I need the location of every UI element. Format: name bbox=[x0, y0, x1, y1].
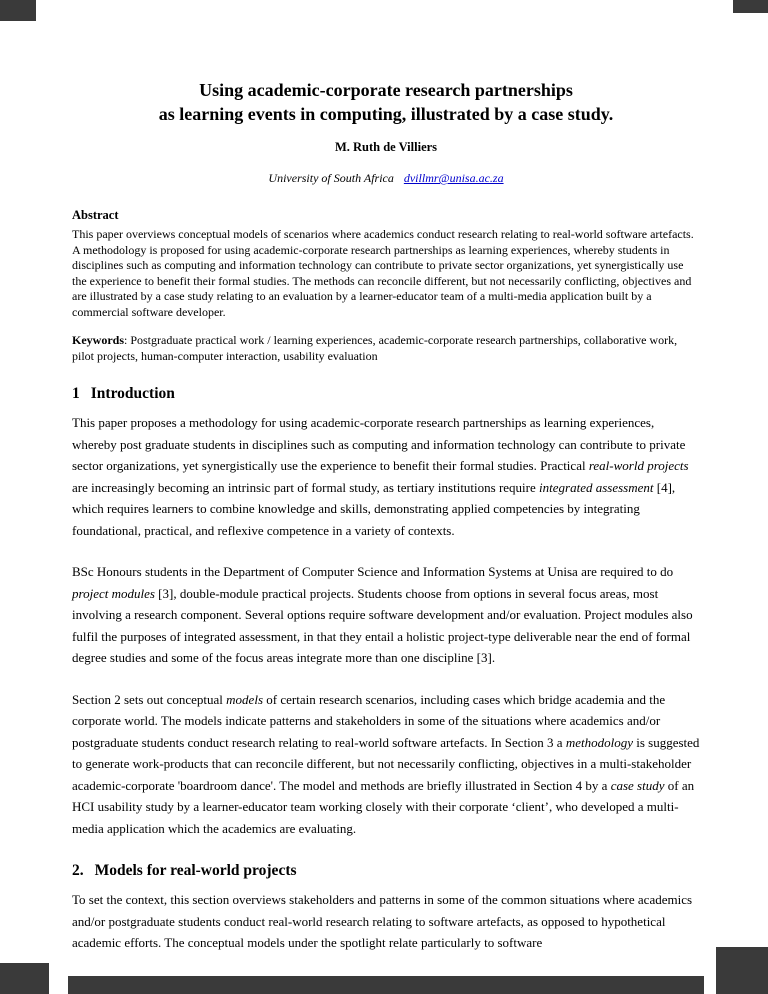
section-1-heading bbox=[72, 384, 700, 404]
section-1-paragraph-3: Section 2 sets out conceptual models of certain research scenarios, including cases which bridge academia and the corporate world. The models indicate patterns and stakeholders in some of the situations where academics and/or postgraduate students conduct research relating to real-world software artefacts. In Section 3 a methodology is suggested to generate work-products that can reconcile different, but not necessarily conflicting, objectives in a multi-stakeholder academic-corporate 'boardroom dance'. The model and methods are briefly illustrated in Section 4 by a case study of an HCI usability study by a learner-educator team working closely with their corporate ‘client’, who developed a multi-media application which the academics are evaluating. bbox=[72, 691, 700, 836]
abstract-text: This paper overviews conceptual models of scenarios where academics conduct research relating to real-world software artefacts. A methodology is proposed for using academic-corporate research partnerships as learning experiences, whereby students in disciplines such as computing and information technology can contribute to private sector organizations, yet synergistically use the experience to benefit their formal studies. The methods can reconcile different, but not necessarily conflicting, objectives and are illustrated by a case study relating to an evaluation by a learner-educator team of a multi-media application built by a commercial software developer. bbox=[72, 227, 694, 319]
email-link[interactable]: dvillmr@unisa.ac.za bbox=[403, 171, 504, 185]
scan-artifact-bottom-left bbox=[0, 963, 49, 994]
section-2-paragraph-1: To set the context, this section overviews stakeholders and patterns in some of the common situations where academics and/or postgraduate students conduct real-world research relating to software artefacts, as opposed to hypothetical academic efforts. The conceptual models under the spotlight relate particularly to software bbox=[72, 892, 693, 950]
section-2-number: 2. bbox=[72, 862, 84, 879]
scan-artifact-top-left bbox=[0, 0, 36, 21]
section-1-paragraph-1: This paper proposes a methodology for using academic-corporate research partnerships as learning experiences, whereby post graduate students in disciplines such as computing and information technology can contribute to private sector organizations, yet synergistically use the experience to benefit their formal studies. Practical real-world projects are increasingly becoming an intrinsic part of formal study, as tertiary institutions require integrated assessment [4], which requires learners to combine knowledge and skills, demonstrating applied competencies by integrating foundational, practical, and reflexive competence in a variety of contexts. bbox=[72, 415, 689, 538]
author-name: M. Ruth de Villiers bbox=[334, 140, 438, 154]
page-content bbox=[72, 0, 700, 954]
affiliation-text: University of South Africa bbox=[268, 171, 394, 185]
paper-title-line1: Using academic-corporate research partnerships bbox=[199, 80, 573, 100]
keywords-text: : Postgraduate practical work / learning experiences, academic-corporate research partnerships, collaborative work, pilot projects, human-computer interaction, usability evaluation bbox=[72, 333, 678, 363]
affiliation-line bbox=[72, 171, 700, 186]
paper-title bbox=[72, 78, 700, 126]
scan-artifact-bottom-right bbox=[716, 947, 768, 994]
keywords-label: Keywords bbox=[72, 333, 124, 347]
scan-artifact-bottom-strip bbox=[68, 976, 704, 994]
section-2-title: Models for real-world projects bbox=[94, 862, 297, 879]
abstract-heading: Abstract bbox=[72, 208, 119, 222]
section-1-number: 1 bbox=[72, 385, 80, 402]
section-1-paragraph-2: BSc Honours students in the Department of Computer Science and Information Systems at Unisa are required to do project modules [3], double-module practical projects. Students choose from options in several focus areas, most involving a research component. Several options require software development and/or evaluation. Project modules also fulfil the purposes of integrated assessment, in that they entail a holistic project-type deliverable near the end of formal degree studies and some of the focus areas integrate more than one discipline [3]. bbox=[72, 564, 693, 665]
scan-artifact-top-right bbox=[733, 0, 768, 13]
paper-title-line2: as learning events in computing, illustrated by a case study. bbox=[158, 104, 614, 124]
section-2-heading bbox=[72, 861, 700, 881]
section-1-title: Introduction bbox=[90, 385, 175, 402]
keywords-line bbox=[72, 333, 700, 364]
